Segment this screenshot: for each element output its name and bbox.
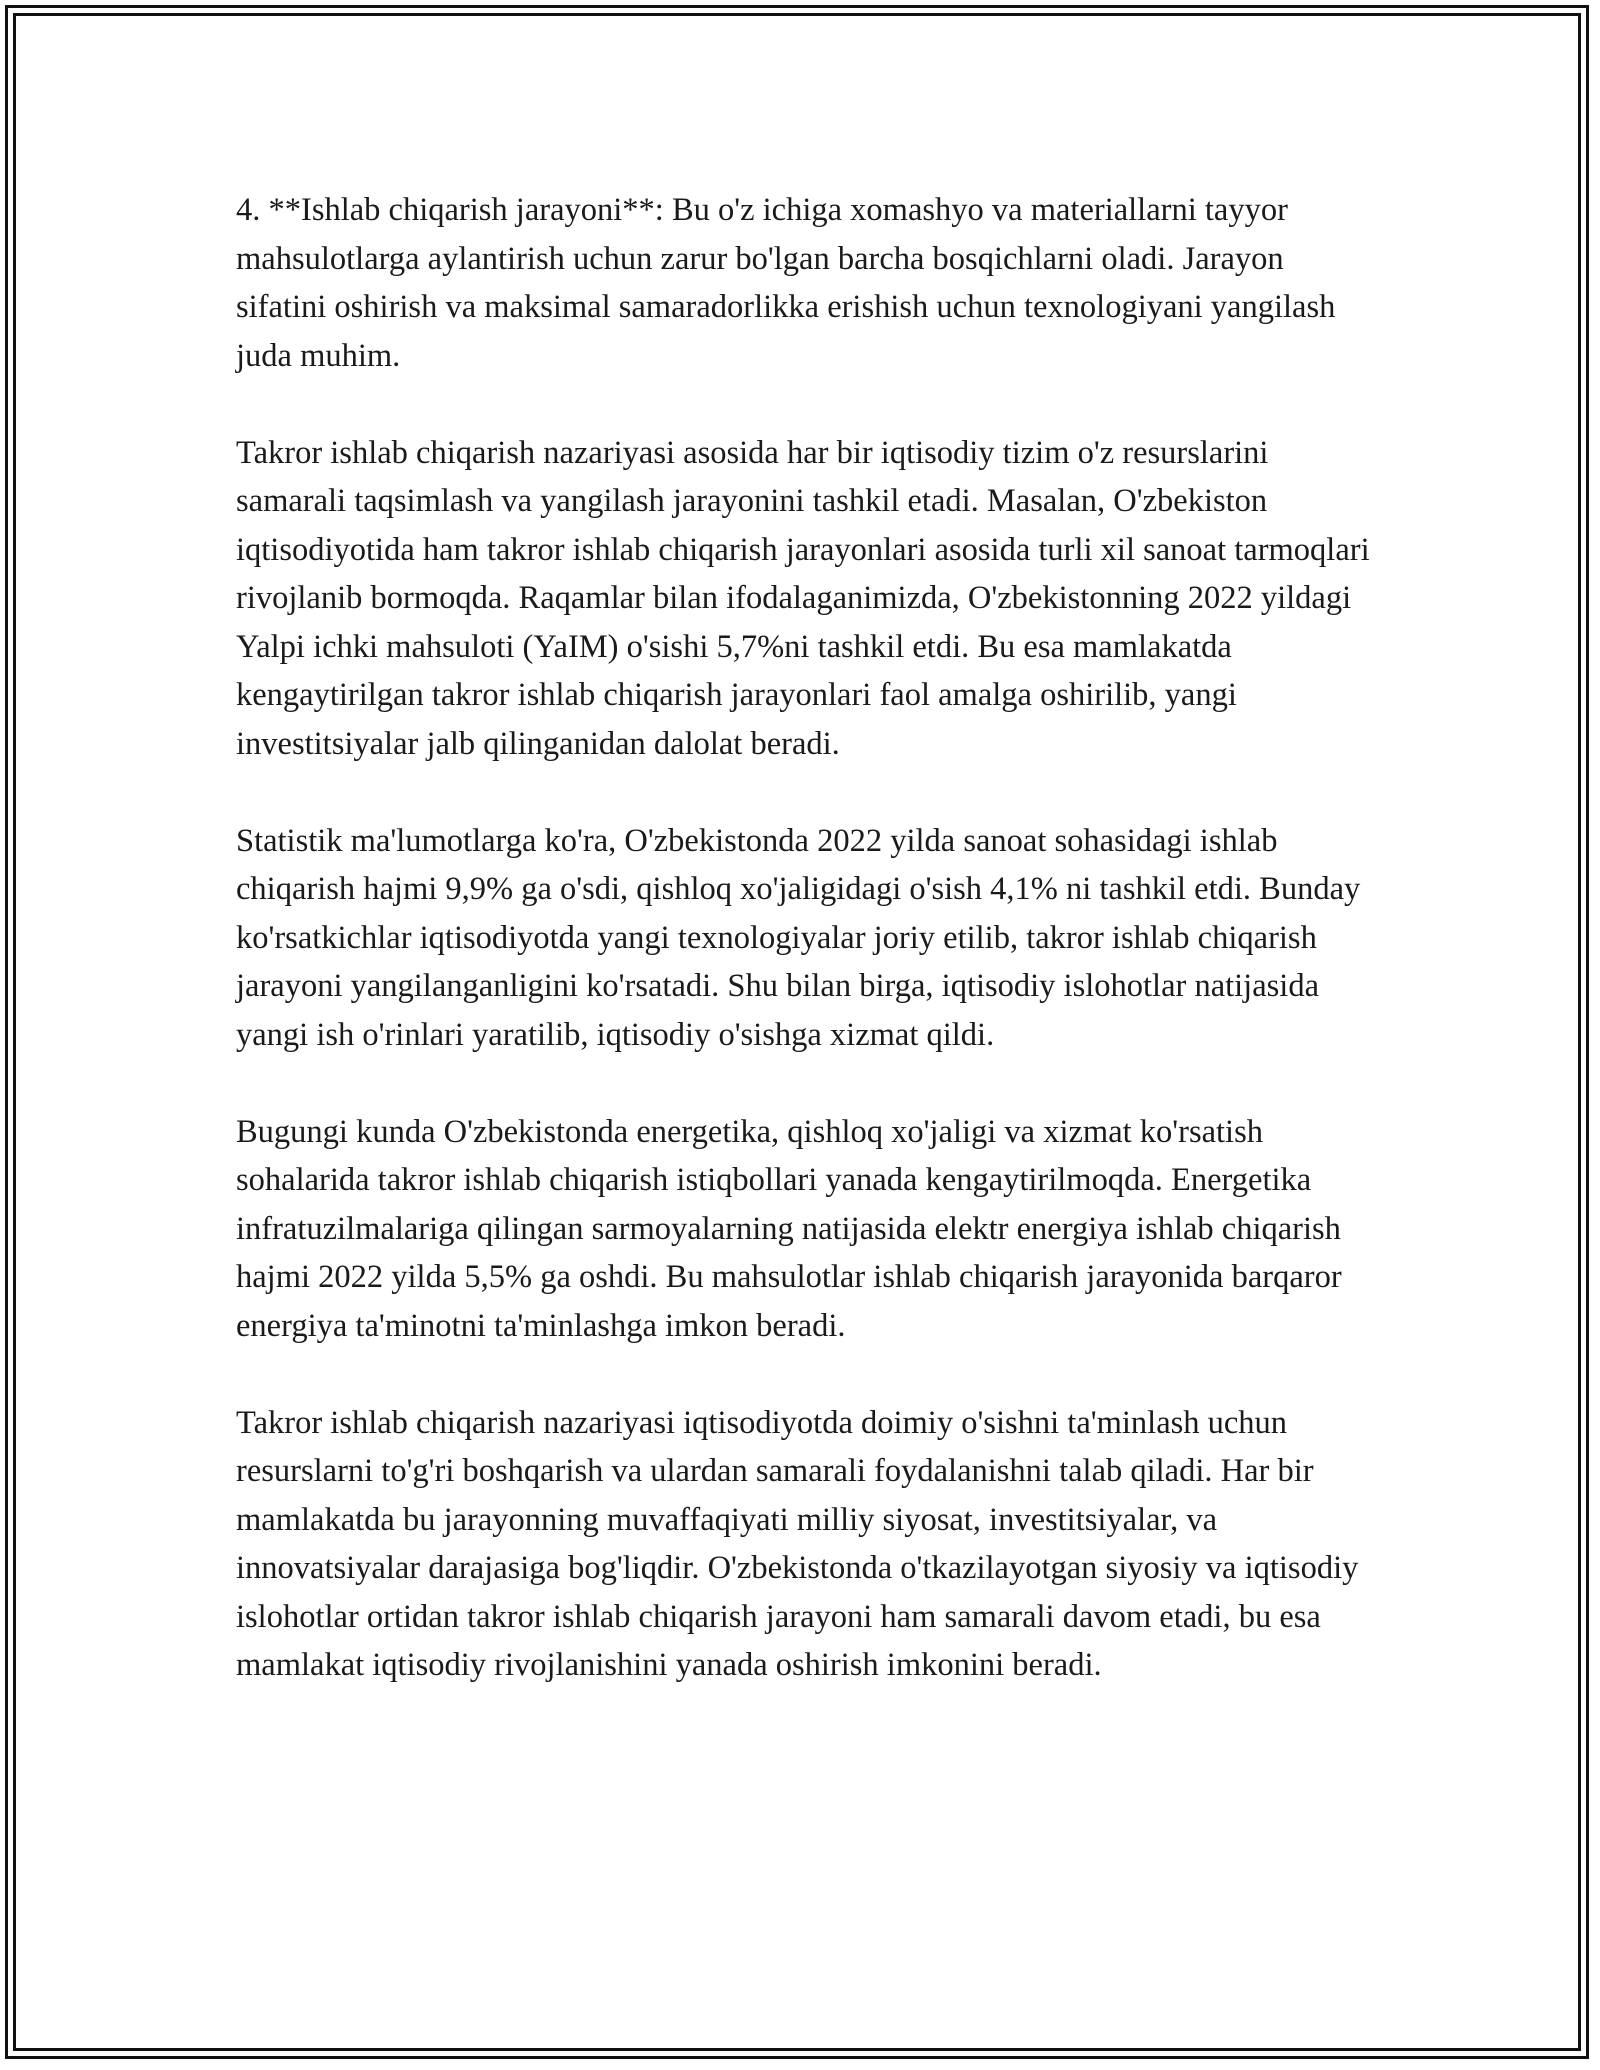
paragraph-energy-sector: Bugungi kunda O'zbekistonda energetika, qishloq xo'jaligi va xizmat ko'rsatish sohalarida takror ishlab chiqarish istiqbollari yanada kengaytirilmoqda. Energetika infratuzilmalariga qilingan sarmoyalarning natijasida elektr energiya ishlab chiqarish hajmi 2022 yilda 5,5% ga oshdi. Bu mahsulotlar ishlab chiqarish jarayonida barqaror energiya ta'minotni ta'minlashga imkon beradi. (236, 1113, 1342, 1344)
paragraph-production-process: 4. **Ishlab chiqarish jarayoni**: Bu o'z ichiga xomashyo va materiallarni tayyor mahsulotlarga aylantirish uchun zarur bo'lgan barcha bosqichlarni oladi. Jarayon sifatini oshirish va maksimal samaradorlikka erishish uchun texnologiyani yangilash juda muhim. (236, 192, 1336, 374)
paragraph-conclusion: Takror ishlab chiqarish nazariyasi iqtisodiyotda doimiy o'sishni ta'minlash uchun resurslarni to'g'ri boshqarish va ulardan samarali foydalanishni talab qiladi. Har bir mamlakatda bu jarayonning muvaffaqiyati milliy siyosat, investitsiyalar, va innovatsiyalar darajasiga bog'liqdir. O'zbekistonda o'tkazilayotgan siyosiy va iqtisodiy islohotlar ortidan takror ishlab chiqarish jarayoni ham samarali davom etadi, bu esa mamlakat iqtisodiy rivojlanishini yanada oshirish imkonini beradi. (236, 1404, 1359, 1683)
paragraph-reproduction-theory: Takror ishlab chiqarish nazariyasi asosida har bir iqtisodiy tizim o'z resurslarini samarali taqsimlash va yangilash jarayonini tashkil etadi. Masalan, O'zbekiston iqtisodiyotida ham takror ishlab chiqarish jarayonlari asosida turli xil sanoat tarmoqlari rivojlanib bormoqda. Raqamlar bilan ifodalaganimizda, O'zbekistonning 2022 yildagi Yalpi ichki mahsuloti (YaIM) o'sishi 5,7%ni tashkil etdi. Bu esa mamlakatda kengaytirilgan takror ishlab chiqarish jarayonlari faol amalga oshirilib, yangi investitsiyalar jalb qilinganidan dalolat beradi. (236, 434, 1370, 762)
paragraph-statistics: Statistik ma'lumotlarga ko'ra, O'zbekistonda 2022 yilda sanoat sohasidagi ishlab chiqarish hajmi 9,9% ga o'sdi, qishloq xo'jaligidagi o'sish 4,1% ni tashkil etdi. Bunday ko'rsatkichlar iqtisodiyotda yangi texnologiyalar joriy etilib, takror ishlab chiqarish jarayoni yangilanganligini ko'rsatadi. Shu bilan birga, iqtisodiy islohotlar natijasida yangi ish o'rinlari yaratilib, iqtisodiy o'sishga xizmat qildi. (236, 822, 1361, 1053)
document-body (236, 186, 1376, 1690)
